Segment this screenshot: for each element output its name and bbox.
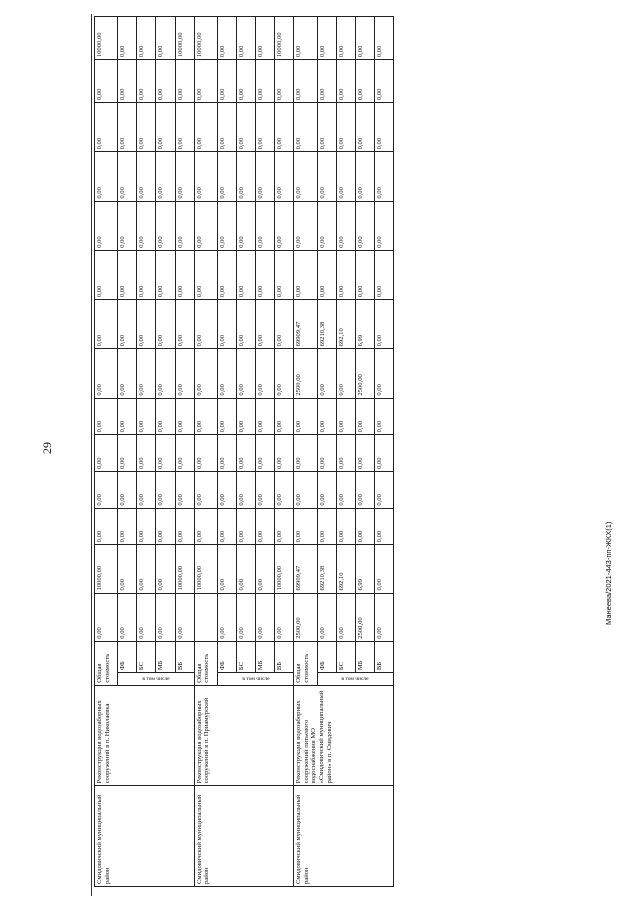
- value-cell: 0,00: [294, 435, 317, 472]
- value-cell: 0,00: [194, 471, 217, 508]
- value-cell: 69909,47: [294, 300, 317, 349]
- value-cell: 0,00: [336, 593, 355, 641]
- value-cell: 0,00: [118, 398, 137, 435]
- value-cell: 0,00: [275, 349, 294, 398]
- value-cell: 0,00: [355, 152, 374, 201]
- in-that-number-label: [118, 673, 194, 686]
- value-cell: 0,00: [137, 398, 156, 435]
- value-cell: 0,00: [256, 250, 275, 299]
- value-cell: 69210,38: [317, 300, 336, 349]
- funding-type-cell: БС: [137, 641, 156, 672]
- value-cell: 0,00: [317, 435, 336, 472]
- value-cell: 0,00: [137, 435, 156, 472]
- value-cell: 10000,00: [175, 545, 194, 593]
- value-cell: 692,10: [336, 545, 355, 593]
- value-cell: 0,00: [118, 60, 137, 103]
- value-cell: 0,00: [336, 471, 355, 508]
- value-cell: 0,00: [175, 300, 194, 349]
- value-cell: 0,00: [256, 349, 275, 398]
- value-cell: 0,00: [237, 250, 256, 299]
- value-cell: 0,00: [237, 435, 256, 472]
- value-cell: 0,00: [374, 398, 393, 435]
- value-cell: 0,00: [95, 349, 118, 398]
- value-cell: 0,00: [237, 349, 256, 398]
- value-cell: 0,00: [95, 435, 118, 472]
- value-cell: 0,00: [256, 545, 275, 593]
- value-cell: 0,00: [194, 300, 217, 349]
- value-cell: 2500,00: [355, 593, 374, 641]
- table-row: [194, 17, 217, 887]
- value-cell: 0,00: [374, 545, 393, 593]
- value-cell: 2500,00: [294, 593, 317, 641]
- value-cell: 0,00: [275, 300, 294, 349]
- value-cell: 0,00: [95, 398, 118, 435]
- value-cell: 0,00: [317, 593, 336, 641]
- value-cell: 0,00: [275, 593, 294, 641]
- value-cell: 2500,00: [355, 349, 374, 398]
- value-cell: 0,00: [156, 435, 175, 472]
- value-cell: 0,00: [275, 60, 294, 103]
- value-cell: 0,00: [374, 201, 393, 250]
- value-cell: 0,00: [194, 201, 217, 250]
- value-cell: 0,00: [336, 250, 355, 299]
- value-cell: 0,00: [217, 471, 236, 508]
- value-cell: 0,00: [256, 398, 275, 435]
- budget-table: [94, 16, 394, 887]
- value-cell: 0,00: [118, 103, 137, 152]
- value-cell: 0,00: [95, 471, 118, 508]
- value-cell: 0,00: [355, 250, 374, 299]
- value-cell: 69909,47: [294, 545, 317, 593]
- value-cell: 0,00: [217, 201, 236, 250]
- funding-type-cell: ФБ: [217, 641, 236, 672]
- value-cell: 10000,00: [194, 17, 217, 60]
- value-cell: 0,00: [137, 103, 156, 152]
- value-cell: 0,00: [217, 593, 236, 641]
- value-cell: 0,00: [374, 17, 393, 60]
- value-cell: 0,00: [317, 201, 336, 250]
- value-cell: 0,00: [336, 398, 355, 435]
- value-cell: 0,00: [317, 398, 336, 435]
- value-cell: 0,00: [237, 398, 256, 435]
- funding-type-cell: Общая стоимость: [95, 641, 118, 685]
- value-cell: 0,00: [95, 201, 118, 250]
- value-cell: 0,00: [237, 545, 256, 593]
- value-cell: 0,00: [336, 152, 355, 201]
- value-cell: 0,00: [156, 593, 175, 641]
- value-cell: 0,00: [156, 17, 175, 60]
- value-cell: 0,00: [217, 398, 236, 435]
- value-cell: 0,00: [175, 152, 194, 201]
- funding-type-cell: БС: [336, 641, 355, 672]
- funding-type-cell: Общая стоимость: [294, 641, 317, 685]
- value-cell: 0,00: [275, 435, 294, 472]
- value-cell: 0,00: [256, 508, 275, 545]
- value-cell: 0,00: [194, 398, 217, 435]
- value-cell: 10000,00: [275, 17, 294, 60]
- value-cell: 0,00: [294, 152, 317, 201]
- value-cell: 692,10: [336, 300, 355, 349]
- value-cell: 0,00: [217, 103, 236, 152]
- value-cell: 0,00: [137, 545, 156, 593]
- value-cell: 0,00: [275, 250, 294, 299]
- value-cell: 0,00: [175, 398, 194, 435]
- funding-type-cell: ВБ: [275, 641, 294, 672]
- value-cell: 0,00: [95, 103, 118, 152]
- value-cell: 0,00: [374, 300, 393, 349]
- value-cell: 0,00: [175, 508, 194, 545]
- value-cell: 0,00: [118, 349, 137, 398]
- budget-table-rotated: [94, 16, 394, 887]
- value-cell: 0,00: [317, 349, 336, 398]
- value-cell: 0,00: [275, 471, 294, 508]
- value-cell: 0,00: [355, 103, 374, 152]
- funding-type-cell: МБ: [256, 641, 275, 672]
- value-cell: 0,00: [217, 250, 236, 299]
- value-cell: 0,00: [336, 60, 355, 103]
- value-cell: 0,00: [237, 508, 256, 545]
- value-cell: 0,00: [156, 250, 175, 299]
- value-cell: 6,99: [355, 300, 374, 349]
- value-cell: 0,00: [137, 300, 156, 349]
- value-cell: 0,00: [374, 103, 393, 152]
- value-cell: 69210,38: [317, 545, 336, 593]
- value-cell: 0,00: [317, 508, 336, 545]
- project-cell: Реконструкция водозаборных сооружений в п. Николаевка: [95, 685, 195, 786]
- value-cell: 0,00: [374, 349, 393, 398]
- value-cell: 0,00: [175, 435, 194, 472]
- value-cell: 0,00: [294, 60, 317, 103]
- value-cell: 0,00: [256, 60, 275, 103]
- value-cell: 0,00: [294, 201, 317, 250]
- funding-type-cell: ВБ: [374, 641, 393, 672]
- value-cell: 0,00: [275, 201, 294, 250]
- value-cell: [194, 593, 217, 641]
- district-cell: Смидовичский муниципальный район: [95, 786, 195, 887]
- value-cell: 0,00: [355, 17, 374, 60]
- value-cell: 0,00: [95, 300, 118, 349]
- value-cell: 0,00: [294, 398, 317, 435]
- value-cell: 0,00: [355, 508, 374, 545]
- value-cell: 0,00: [317, 471, 336, 508]
- value-cell: 2500,00: [294, 349, 317, 398]
- value-cell: 0,00: [374, 593, 393, 641]
- value-cell: 0,00: [275, 103, 294, 152]
- value-cell: 0,00: [217, 300, 236, 349]
- value-cell: 0,00: [237, 300, 256, 349]
- value-cell: 0,00: [175, 250, 194, 299]
- value-cell: 0,00: [156, 201, 175, 250]
- value-cell: 0,00: [95, 593, 118, 641]
- value-cell: 0,00: [374, 471, 393, 508]
- page-number: 29: [40, 442, 54, 454]
- value-cell: 0,00: [336, 508, 355, 545]
- value-cell: 0,00: [355, 60, 374, 103]
- value-cell: 0,00: [137, 349, 156, 398]
- value-cell: 0,00: [137, 17, 156, 60]
- in-that-number-text: в том числе: [242, 675, 270, 682]
- value-cell: 0,00: [317, 103, 336, 152]
- value-cell: 0,00: [217, 349, 236, 398]
- value-cell: 0,00: [374, 508, 393, 545]
- value-cell: 0,00: [175, 349, 194, 398]
- value-cell: 0,00: [294, 250, 317, 299]
- value-cell: 0,00: [275, 508, 294, 545]
- value-cell: 0,00: [275, 152, 294, 201]
- in-that-number-label: [217, 673, 293, 686]
- value-cell: 0,00: [336, 17, 355, 60]
- value-cell: 0,00: [194, 152, 217, 201]
- value-cell: 0,00: [156, 508, 175, 545]
- value-cell: 0,00: [175, 471, 194, 508]
- value-cell: 10000,00: [194, 545, 217, 593]
- table-row: [95, 17, 118, 887]
- value-cell: 0,00: [217, 545, 236, 593]
- district-cell: Смидовичский муниципальный район: [294, 786, 394, 887]
- value-cell: 0,00: [217, 60, 236, 103]
- value-cell: 0,00: [355, 435, 374, 472]
- value-cell: 0,00: [137, 201, 156, 250]
- value-cell: 0,00: [118, 471, 137, 508]
- value-cell: 0,00: [217, 152, 236, 201]
- funding-type-cell: БС: [237, 641, 256, 672]
- value-cell: 0,00: [156, 471, 175, 508]
- funding-type-cell: МБ: [355, 641, 374, 672]
- value-cell: 10000,00: [175, 17, 194, 60]
- value-cell: 0,00: [118, 300, 137, 349]
- district-cell: Смидовичский муниципальный район: [194, 786, 294, 887]
- value-cell: 0,00: [175, 60, 194, 103]
- value-cell: 0,00: [355, 398, 374, 435]
- project-cell: Реконструкция водозаборных сооружений питьевого водоснабжения МО «Смидовичский муниципальный район» в п. Смидович: [294, 685, 394, 786]
- value-cell: 0,00: [156, 349, 175, 398]
- in-that-number-text: в том числе: [341, 675, 369, 682]
- funding-type-cell: ФБ: [317, 641, 336, 672]
- value-cell: 0,00: [317, 152, 336, 201]
- value-cell: 0,00: [237, 593, 256, 641]
- value-cell: 0,00: [256, 17, 275, 60]
- value-cell: 0,00: [95, 152, 118, 201]
- value-cell: 0,00: [156, 152, 175, 201]
- value-cell: 0,00: [317, 250, 336, 299]
- value-cell: 0,00: [256, 300, 275, 349]
- in-that-number-text: в том числе: [142, 675, 170, 682]
- value-cell: 0,00: [194, 508, 217, 545]
- value-cell: 0,00: [156, 60, 175, 103]
- value-cell: 0,00: [194, 250, 217, 299]
- value-cell: 0,00: [137, 250, 156, 299]
- value-cell: 0,00: [156, 545, 175, 593]
- value-cell: 0,00: [194, 60, 217, 103]
- value-cell: 0,00: [275, 398, 294, 435]
- value-cell: 0,00: [256, 103, 275, 152]
- value-cell: 0,00: [118, 593, 137, 641]
- value-cell: 0,00: [118, 545, 137, 593]
- value-cell: 0,00: [256, 593, 275, 641]
- value-cell: 0,00: [374, 435, 393, 472]
- value-cell: 0,00: [137, 152, 156, 201]
- value-cell: 0,00: [194, 103, 217, 152]
- value-cell: 0,00: [137, 471, 156, 508]
- value-cell: 0,00: [317, 60, 336, 103]
- value-cell: 0,00: [118, 17, 137, 60]
- value-cell: 0,00: [237, 152, 256, 201]
- value-cell: 0,00: [294, 103, 317, 152]
- value-cell: 0,00: [217, 508, 236, 545]
- value-cell: 0,00: [237, 60, 256, 103]
- value-cell: 10000,00: [275, 545, 294, 593]
- value-cell: 0,00: [194, 435, 217, 472]
- document-code: Манеева/2021-443-пп-ЖКХ(1): [604, 521, 613, 625]
- value-cell: 0,00: [175, 103, 194, 152]
- value-cell: 0,00: [156, 103, 175, 152]
- value-cell: 0,00: [137, 60, 156, 103]
- value-cell: 0,00: [217, 435, 236, 472]
- value-cell: 0,00: [217, 17, 236, 60]
- funding-type-cell: Общая стоимость: [194, 641, 217, 685]
- value-cell: 0,00: [156, 398, 175, 435]
- value-cell: 0,00: [237, 201, 256, 250]
- value-cell: 0,00: [175, 201, 194, 250]
- in-that-number-label: [317, 673, 393, 686]
- value-cell: 0,00: [118, 250, 137, 299]
- value-cell: 0,00: [175, 593, 194, 641]
- value-cell: 0,00: [336, 201, 355, 250]
- value-cell: 0,00: [336, 103, 355, 152]
- value-cell: 0,00: [256, 471, 275, 508]
- value-cell: 0,00: [237, 17, 256, 60]
- value-cell: 10000,00: [95, 17, 118, 60]
- value-cell: 6,99: [355, 545, 374, 593]
- funding-type-cell: ФБ: [118, 641, 137, 672]
- value-cell: 0,00: [294, 471, 317, 508]
- left-margin-line: [91, 14, 92, 896]
- value-cell: 0,00: [194, 349, 217, 398]
- value-cell: 0,00: [118, 508, 137, 545]
- value-cell: 0,00: [374, 152, 393, 201]
- value-cell: 0,00: [118, 152, 137, 201]
- value-cell: 0,00: [336, 435, 355, 472]
- value-cell: 0,00: [137, 508, 156, 545]
- value-cell: 0,00: [336, 349, 355, 398]
- funding-type-cell: ВБ: [175, 641, 194, 672]
- value-cell: 0,00: [256, 435, 275, 472]
- value-cell: 0,00: [355, 471, 374, 508]
- value-cell: 0,00: [118, 435, 137, 472]
- value-cell: 0,00: [294, 17, 317, 60]
- value-cell: 0,00: [355, 201, 374, 250]
- value-cell: 0,00: [256, 152, 275, 201]
- value-cell: 0,00: [156, 300, 175, 349]
- value-cell: 0,00: [95, 508, 118, 545]
- value-cell: 0,00: [137, 593, 156, 641]
- table-row: [294, 17, 317, 887]
- value-cell: 0,00: [294, 508, 317, 545]
- value-cell: 0,00: [95, 60, 118, 103]
- project-cell: Реконструкция водозаборных сооружений в п. Приамурский: [194, 685, 294, 786]
- value-cell: 0,00: [237, 471, 256, 508]
- value-cell: 0,00: [374, 250, 393, 299]
- value-cell: 0,00: [237, 103, 256, 152]
- value-cell: 0,00: [118, 201, 137, 250]
- value-cell: 0,00: [317, 17, 336, 60]
- value-cell: 0,00: [95, 250, 118, 299]
- value-cell: 0,00: [374, 60, 393, 103]
- funding-type-cell: МБ: [156, 641, 175, 672]
- value-cell: 0,00: [256, 201, 275, 250]
- value-cell: 10000,00: [95, 545, 118, 593]
